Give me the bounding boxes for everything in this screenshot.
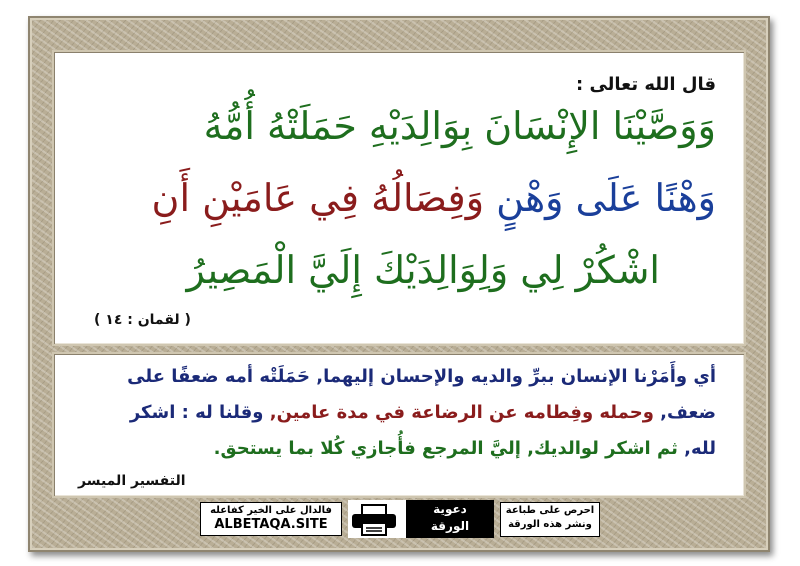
logo-text <box>406 500 494 538</box>
print-reminder-line-2: ونشر هذه الورقة <box>508 519 592 530</box>
logo-line-1: دعوية <box>433 502 467 516</box>
tafsir-line-2 <box>130 402 716 423</box>
tafsir-line-1: أي وأَمَرْنا الإنسان ببرِّ والديه والإحسان إليهما, حَمَلَتْه أمه ضعفًا على <box>127 366 716 387</box>
brand-logo <box>348 500 494 538</box>
tafsir-line-3 <box>214 438 716 459</box>
verse-line-1-part-1: وَوَصَّيْنَا الإِنْسَانَ بِوَالِدَيْهِ <box>356 104 716 148</box>
tafsir-line-3-part-2: ثم اشكر لوالديك, إليَّ المرجع فأُجازي كُلا بما يستحق. <box>213 438 678 459</box>
verse-line-2-part-1: وَهْنًا عَلَى وَهْنٍ <box>484 176 716 220</box>
intro-heading: قال الله تعالى : <box>575 74 716 95</box>
verse-line-1 <box>204 104 716 148</box>
website-box <box>200 502 342 536</box>
tafsir-line-2-part-3: وقلنا له : اشكر <box>129 402 264 423</box>
print-reminder-line-1: احرص على طباعة <box>505 505 595 516</box>
website-tagline: فالدال على الخير كفاعله <box>210 505 332 516</box>
tafsir-source: التفسير الميسر <box>78 473 186 489</box>
print-reminder-box <box>500 502 600 537</box>
verse-line-3: اشْكُرْ لِي وَلِوَالِدَيْكَ إِلَيَّ الْمَصِيرُ <box>186 248 660 292</box>
tafsir-line-3-part-1: لله, <box>677 438 716 459</box>
verse-line-2-part-3: أَنِ <box>151 176 190 220</box>
website-url[interactable]: ALBETAQA.SITE <box>214 517 328 532</box>
printer-icon <box>350 503 398 537</box>
verse-reference: ( لقمان : ١٤ ) <box>94 312 191 328</box>
verse-line-2-part-2: وَفِصَالُهُ فِي عَامَيْنِ <box>190 176 485 220</box>
tafsir-line-2-part-1: ضعف, <box>653 402 716 423</box>
tafsir-line-2-part-2: وحمله وفِطامه عن الرضاعة في مدة عامين, <box>263 402 654 423</box>
verse-line-1-part-2: حَمَلَتْهُ أُمُّهُ <box>203 104 357 148</box>
verse-line-2 <box>152 176 716 220</box>
logo-line-2: الورقة <box>430 519 470 533</box>
